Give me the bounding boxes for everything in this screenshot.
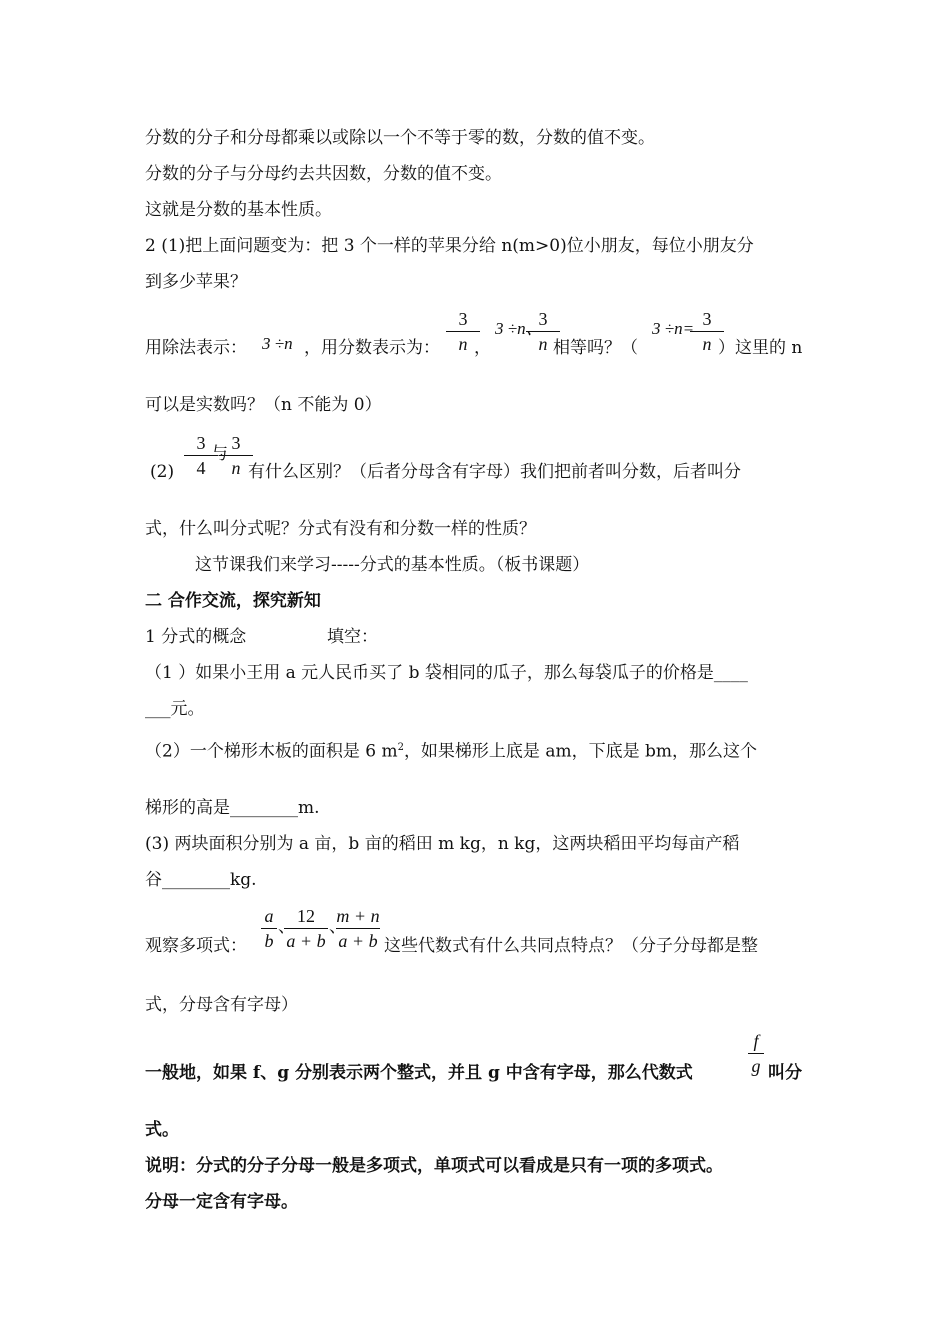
text-line-7: 可以是实数吗？（n 不能为 0）: [145, 395, 382, 415]
text-line-8a: (2): [150, 462, 175, 482]
text-line-11a: 1 分式的概念: [145, 627, 247, 647]
fraction-m-plus-n-over-a-plus-b: m + n a + b: [336, 906, 380, 951]
text-line-6b: ，用分数表示为：: [304, 338, 440, 358]
text-line-14: （2）一个梯形木板的面积是 6 $m^2$，如果梯形上底是 am，下底是 bm，那么这个: [145, 741, 758, 762]
text-line-5: 到多少苹果？: [145, 272, 247, 292]
division-expression-2: 3 ÷n、: [495, 319, 543, 338]
text-line-20b: 叫分: [768, 1063, 802, 1083]
text-line-10: 这节课我们来学习-----分式的基本性质。（板书课题）: [195, 555, 590, 575]
text-line-6e: 相等吗？（: [553, 338, 638, 358]
text-line-13: ___元。: [145, 699, 205, 719]
fraction-f-over-g: f g: [747, 1030, 765, 1077]
fraction-3-over-n-2: 3 n: [523, 308, 563, 355]
text-line-22: 说明：分式的分子分母一般是多项式，单项式可以看成是只有一项的多项式。: [145, 1156, 723, 1176]
text-line-19: 式，分母含有字母）: [145, 995, 298, 1015]
text-line-9: 式，什么叫分式呢？分式有没有和分数一样的性质？: [145, 519, 536, 539]
text-line-23: 分母一定含有字母。: [145, 1192, 298, 1212]
fraction-12-over-a-plus-b: 12 a + b: [283, 905, 329, 952]
fraction-3-over-n-4: 3 n: [216, 432, 256, 479]
text-line-20a: 一般地，如果 f、g 分别表示两个整式，并且 g 中含有字母，那么代数式: [145, 1063, 693, 1083]
equation-expression: 3 ÷n=: [652, 319, 695, 338]
text-line-18a: 观察多项式：: [145, 936, 247, 956]
separator-1: 、: [278, 917, 295, 937]
text-line-1: 分数的分子和分母都乘以或除以一个不等于零的数，分数的值不变。: [145, 128, 655, 148]
text-line-17: 谷________kg.: [145, 870, 257, 890]
text-line-11b: 填空：: [327, 627, 378, 647]
division-expression: 3 ÷n: [262, 334, 293, 353]
fraction-3-over-4: 3 4: [181, 432, 221, 479]
text-line-2: 分数的分子与分母约去共因数，分数的值不变。: [145, 164, 502, 184]
text-line-15: 梯形的高是________m.: [145, 798, 320, 818]
fraction-3-over-n-1: 3 n: [443, 308, 483, 355]
section-heading-2: 二 合作交流，探究新知: [145, 591, 321, 611]
fraction-a-over-b: a b: [260, 905, 278, 952]
text-line-4: 2 (1)把上面问题变为：把 3 个一样的苹果分给 n(m>0)位小朋友，每位小朋友分: [145, 236, 754, 256]
text-line-8b: 有什么区别？（后者分母含有字母）我们把前者叫分数，后者叫分: [248, 462, 741, 482]
text-line-6c: ，: [474, 338, 491, 358]
text-line-6a: 用除法表示：: [145, 338, 247, 358]
text-line-6g: ）这里的 n: [718, 338, 803, 358]
separator-2: 、: [329, 917, 346, 937]
text-with: 与: [211, 444, 228, 464]
text-line-3: 这就是分数的基本性质。: [145, 200, 332, 220]
fraction-3-over-n-3: 3 n: [687, 308, 727, 355]
text-line-16: (3) 两块面积分别为 a 亩，b 亩的稻田 m kg，n kg，这两块稻田平均每亩产稻: [145, 834, 740, 854]
text-line-12: （1 ）如果小王用 a 元人民币买了 b 袋相同的瓜子，那么每袋瓜子的价格是____: [145, 663, 748, 683]
text-line-18b: 这些代数式有什么共同点特点？（分子分母都是整: [384, 936, 758, 956]
text-line-21: 式。: [145, 1120, 179, 1140]
